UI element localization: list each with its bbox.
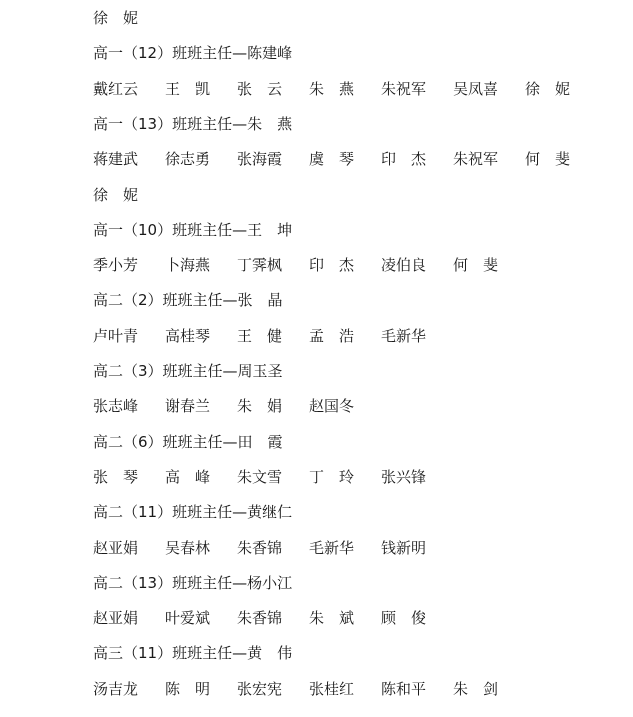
teacher-name: 蒋建武 [93, 150, 139, 169]
class-teacher-heading: 高一（12）班班主任—陈建峰 [93, 44, 293, 63]
teacher-name-row [93, 76, 597, 102]
teacher-name: 何 斐 [525, 150, 571, 169]
class-teacher-heading: 高三（11）班班主任—黄 伟 [93, 644, 293, 663]
teacher-name: 印 杰 [309, 256, 355, 275]
teacher-name: 赵亚娟 [93, 538, 139, 557]
teacher-name-row [93, 605, 453, 631]
teacher-name: 张 云 [237, 79, 283, 98]
teacher-name-row [93, 323, 453, 349]
teacher-name: 陈 明 [165, 679, 211, 698]
class-teacher-heading: 高一（10）班班主任—王 坤 [93, 220, 293, 239]
teacher-name: 朱祝军 [453, 150, 499, 169]
teacher-name-row [93, 252, 525, 278]
teacher-name: 高 峰 [165, 467, 211, 486]
teacher-name: 印 杰 [381, 150, 427, 169]
teacher-name: 吴凤喜 [453, 79, 499, 98]
teacher-name: 高桂琴 [165, 326, 211, 345]
class-teacher-heading: 高二（13）班班主任—杨小江 [93, 573, 293, 592]
teacher-name: 张 琴 [93, 467, 139, 486]
teacher-name-row [93, 535, 453, 561]
teacher-name: 虞 琴 [309, 150, 355, 169]
teacher-name: 朱 斌 [309, 609, 355, 628]
teacher-name: 吴春林 [165, 538, 211, 557]
teacher-name: 朱香锦 [237, 609, 283, 628]
teacher-name: 卜海燕 [165, 256, 211, 275]
teacher-name: 钱新明 [381, 538, 427, 557]
teacher-name: 赵亚娟 [93, 609, 139, 628]
class-teacher-heading: 高二（3）班班主任—周玉圣 [93, 362, 283, 380]
teacher-name-row [93, 676, 525, 702]
teacher-name: 丁霁枫 [237, 256, 283, 275]
teacher-name: 徐 妮 [93, 9, 139, 27]
teacher-name-row [93, 393, 381, 419]
teacher-name: 徐 妮 [525, 79, 571, 98]
teacher-name: 陈和平 [381, 679, 427, 698]
teacher-name: 毛新华 [309, 538, 355, 557]
teacher-name: 汤吉龙 [93, 679, 139, 698]
teacher-name: 朱香锦 [237, 538, 283, 557]
teacher-name: 徐志勇 [165, 150, 211, 169]
teacher-name: 朱 娟 [237, 397, 283, 416]
teacher-name: 朱 燕 [309, 79, 355, 98]
teacher-name: 徐 妮 [93, 185, 139, 204]
teacher-name: 张兴锋 [381, 467, 427, 486]
teacher-name: 赵国冬 [309, 397, 355, 416]
teacher-name: 谢春兰 [165, 397, 211, 416]
class-teacher-heading: 高二（11）班班主任—黄继仁 [93, 503, 293, 522]
teacher-name: 朱 剑 [453, 679, 499, 698]
class-teacher-heading: 高二（6）班班主任—田 霞 [93, 432, 283, 451]
teacher-name: 王 凯 [165, 79, 211, 98]
teacher-name: 孟 浩 [309, 326, 355, 345]
teacher-name: 张宏宪 [237, 679, 283, 698]
teacher-name-row [93, 5, 165, 31]
teacher-name: 毛新华 [381, 326, 427, 345]
teacher-name: 顾 俊 [381, 609, 427, 628]
teacher-name: 王 健 [237, 326, 283, 345]
teacher-name: 何 斐 [453, 256, 499, 275]
teacher-name: 张志峰 [93, 397, 139, 416]
teacher-name: 朱文雪 [237, 467, 283, 486]
class-teacher-heading: 高一（13）班班主任—朱 燕 [93, 114, 293, 133]
teacher-name: 丁 玲 [309, 467, 355, 486]
teacher-name: 戴红云 [93, 79, 139, 98]
teacher-name-row [93, 182, 165, 208]
class-teacher-heading: 高二（2）班班主任—张 晶 [93, 291, 283, 310]
teacher-name: 张桂红 [309, 679, 355, 698]
teacher-name: 朱祝军 [381, 79, 427, 98]
teacher-name: 张海霞 [237, 150, 283, 169]
teacher-name: 季小芳 [93, 256, 139, 275]
teacher-name-row [93, 146, 597, 172]
teacher-name: 卢叶青 [93, 326, 139, 345]
teacher-name-row [93, 464, 453, 490]
teacher-name: 凌伯良 [381, 256, 427, 275]
teacher-name: 叶爱斌 [165, 609, 211, 628]
